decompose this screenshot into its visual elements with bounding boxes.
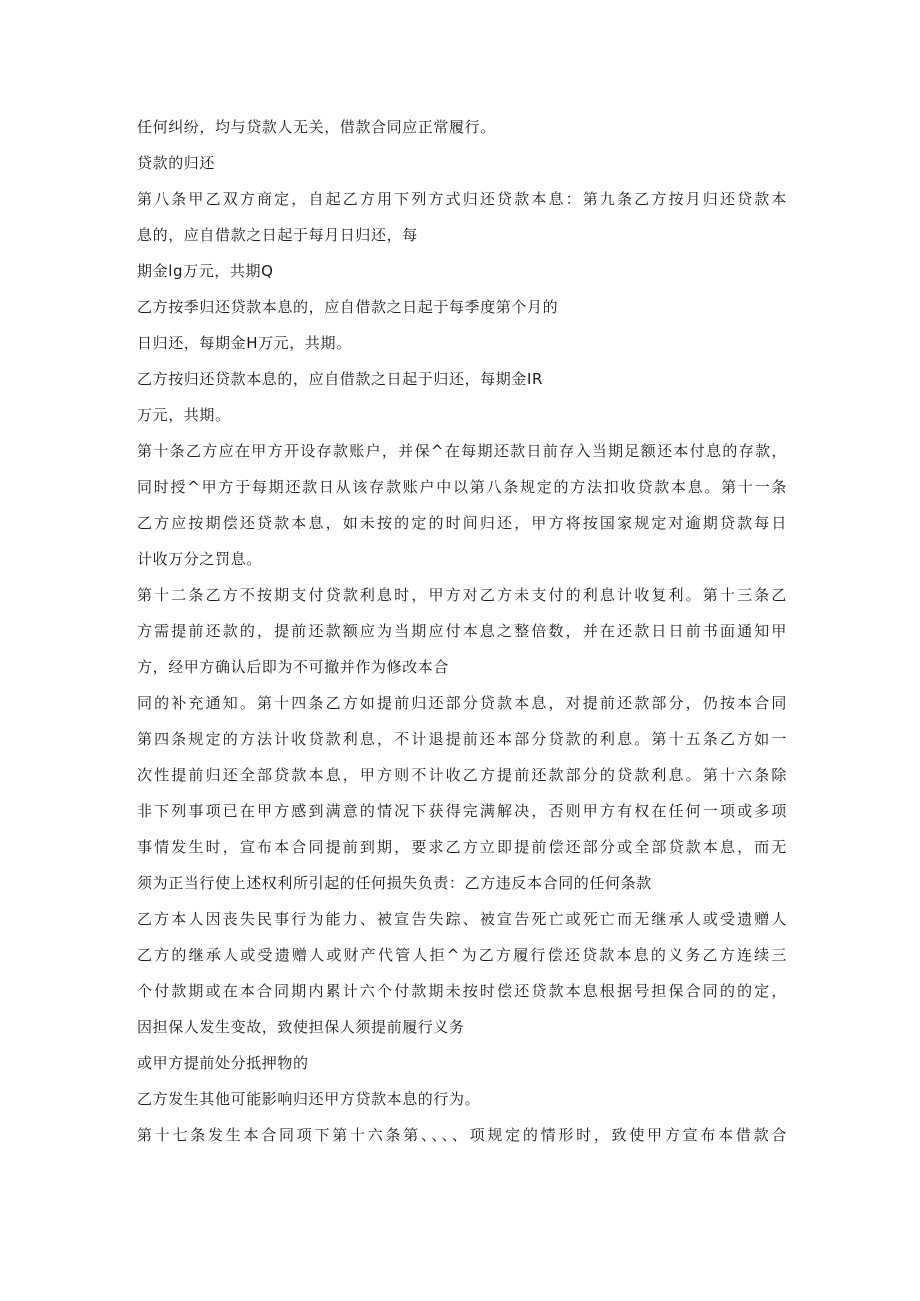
text-line: 因担保人发生变故，致使担保人须提前履行义务	[137, 1018, 465, 1036]
text-line: 第十条乙方应在甲方开设存款账户，并保^在每期还款日前存入当期足额还本付息的存款，	[137, 442, 787, 460]
text-line: 第四条规定的方法计收贷款利息，不计退提前还本部分贷款的利息。第十五条乙方如一	[137, 730, 787, 748]
text-line: 非下列事项已在甲方感到满意的情况下获得完满解决，否则甲方有权在任何一项或多项	[137, 802, 787, 820]
document-body	[137, 115, 787, 1159]
text-line: 乙方按归还贷款本息的，应自借款之日起于归还，每期金IR	[137, 370, 544, 388]
text-line: 第十二条乙方不按期支付贷款利息时，甲方对乙方未支付的利息计收复利。第十三条乙	[137, 586, 787, 604]
text-line: 或甲方提前处分抵押物的	[137, 1054, 309, 1072]
section-heading: 贷款的归还	[137, 154, 216, 172]
text-line: 同时授^甲方于每期还款日从该存款账户中以第八条规定的方法扣收贷款本息。第十一条	[137, 478, 787, 496]
text-line: 个付款期或在本合同期内累计六个付款期未按时偿还贷款本息根据号担保合同的的定，	[137, 982, 787, 1000]
text-line: 乙方按季归还贷款本息的，应自借款之日起于每季度第个月的	[137, 298, 559, 316]
text-line: 息的，应自借款之日起于每月日归还，每	[137, 226, 418, 244]
text-line: 第十七条发生本合同项下第十六条第、、、、项规定的情形时，致使甲方宣布本借款合	[137, 1126, 787, 1144]
text-line: 日归还，每期金H万元，共期。	[137, 334, 352, 352]
text-line: 乙方的继承人或受遗赠人或财产代管人拒^为乙方履行偿还贷款本息的义务乙方连续三	[137, 946, 787, 964]
text-line: 第八条甲乙双方商定，自起乙方用下列方式归还贷款本息：第九条乙方按月归还贷款本	[137, 190, 787, 208]
text-line: 方需提前还款的，提前还款额应为当期应付本息之整倍数，并在还款日日前书面通知甲	[137, 622, 787, 640]
text-line: 须为正当行使上述权利所引起的任何损失负责：乙方违反本合同的任何条款	[137, 874, 652, 892]
text-line: 期金lg万元，共期Q	[137, 262, 274, 280]
text-line: 方，经甲方确认后即为不可撤并作为修改本合	[137, 658, 450, 676]
text-line: 次性提前归还全部贷款本息，甲方则不计收乙方提前还款部分的贷款利息。第十六条除	[137, 766, 787, 784]
text-line: 万元，共期。	[137, 406, 231, 424]
text-line: 任何纠纷，均与贷款人无关，借款合同应正常履行。	[137, 118, 496, 136]
text-line: 乙方应按期偿还贷款本息，如未按的定的时间归还，甲方将按国家规定对逾期贷款每日	[137, 514, 787, 532]
text-line: 乙方本人因丧失民事行为能力、被宣告失踪、被宣告死亡或死亡而无继承人或受遗赠人	[137, 910, 787, 928]
text-line: 同的补充通知。第十四条乙方如提前归还部分贷款本息，对提前还款部分，仍按本合同	[137, 694, 787, 712]
text-line: 计收万分之罚息。	[137, 550, 262, 568]
text-line: 乙方发生其他可能影响归还甲方贷款本息的行为。	[137, 1090, 481, 1108]
text-line: 事情发生时，宣布本合同提前到期，要求乙方立即提前偿还部分或全部贷款本息，而无	[137, 838, 787, 856]
